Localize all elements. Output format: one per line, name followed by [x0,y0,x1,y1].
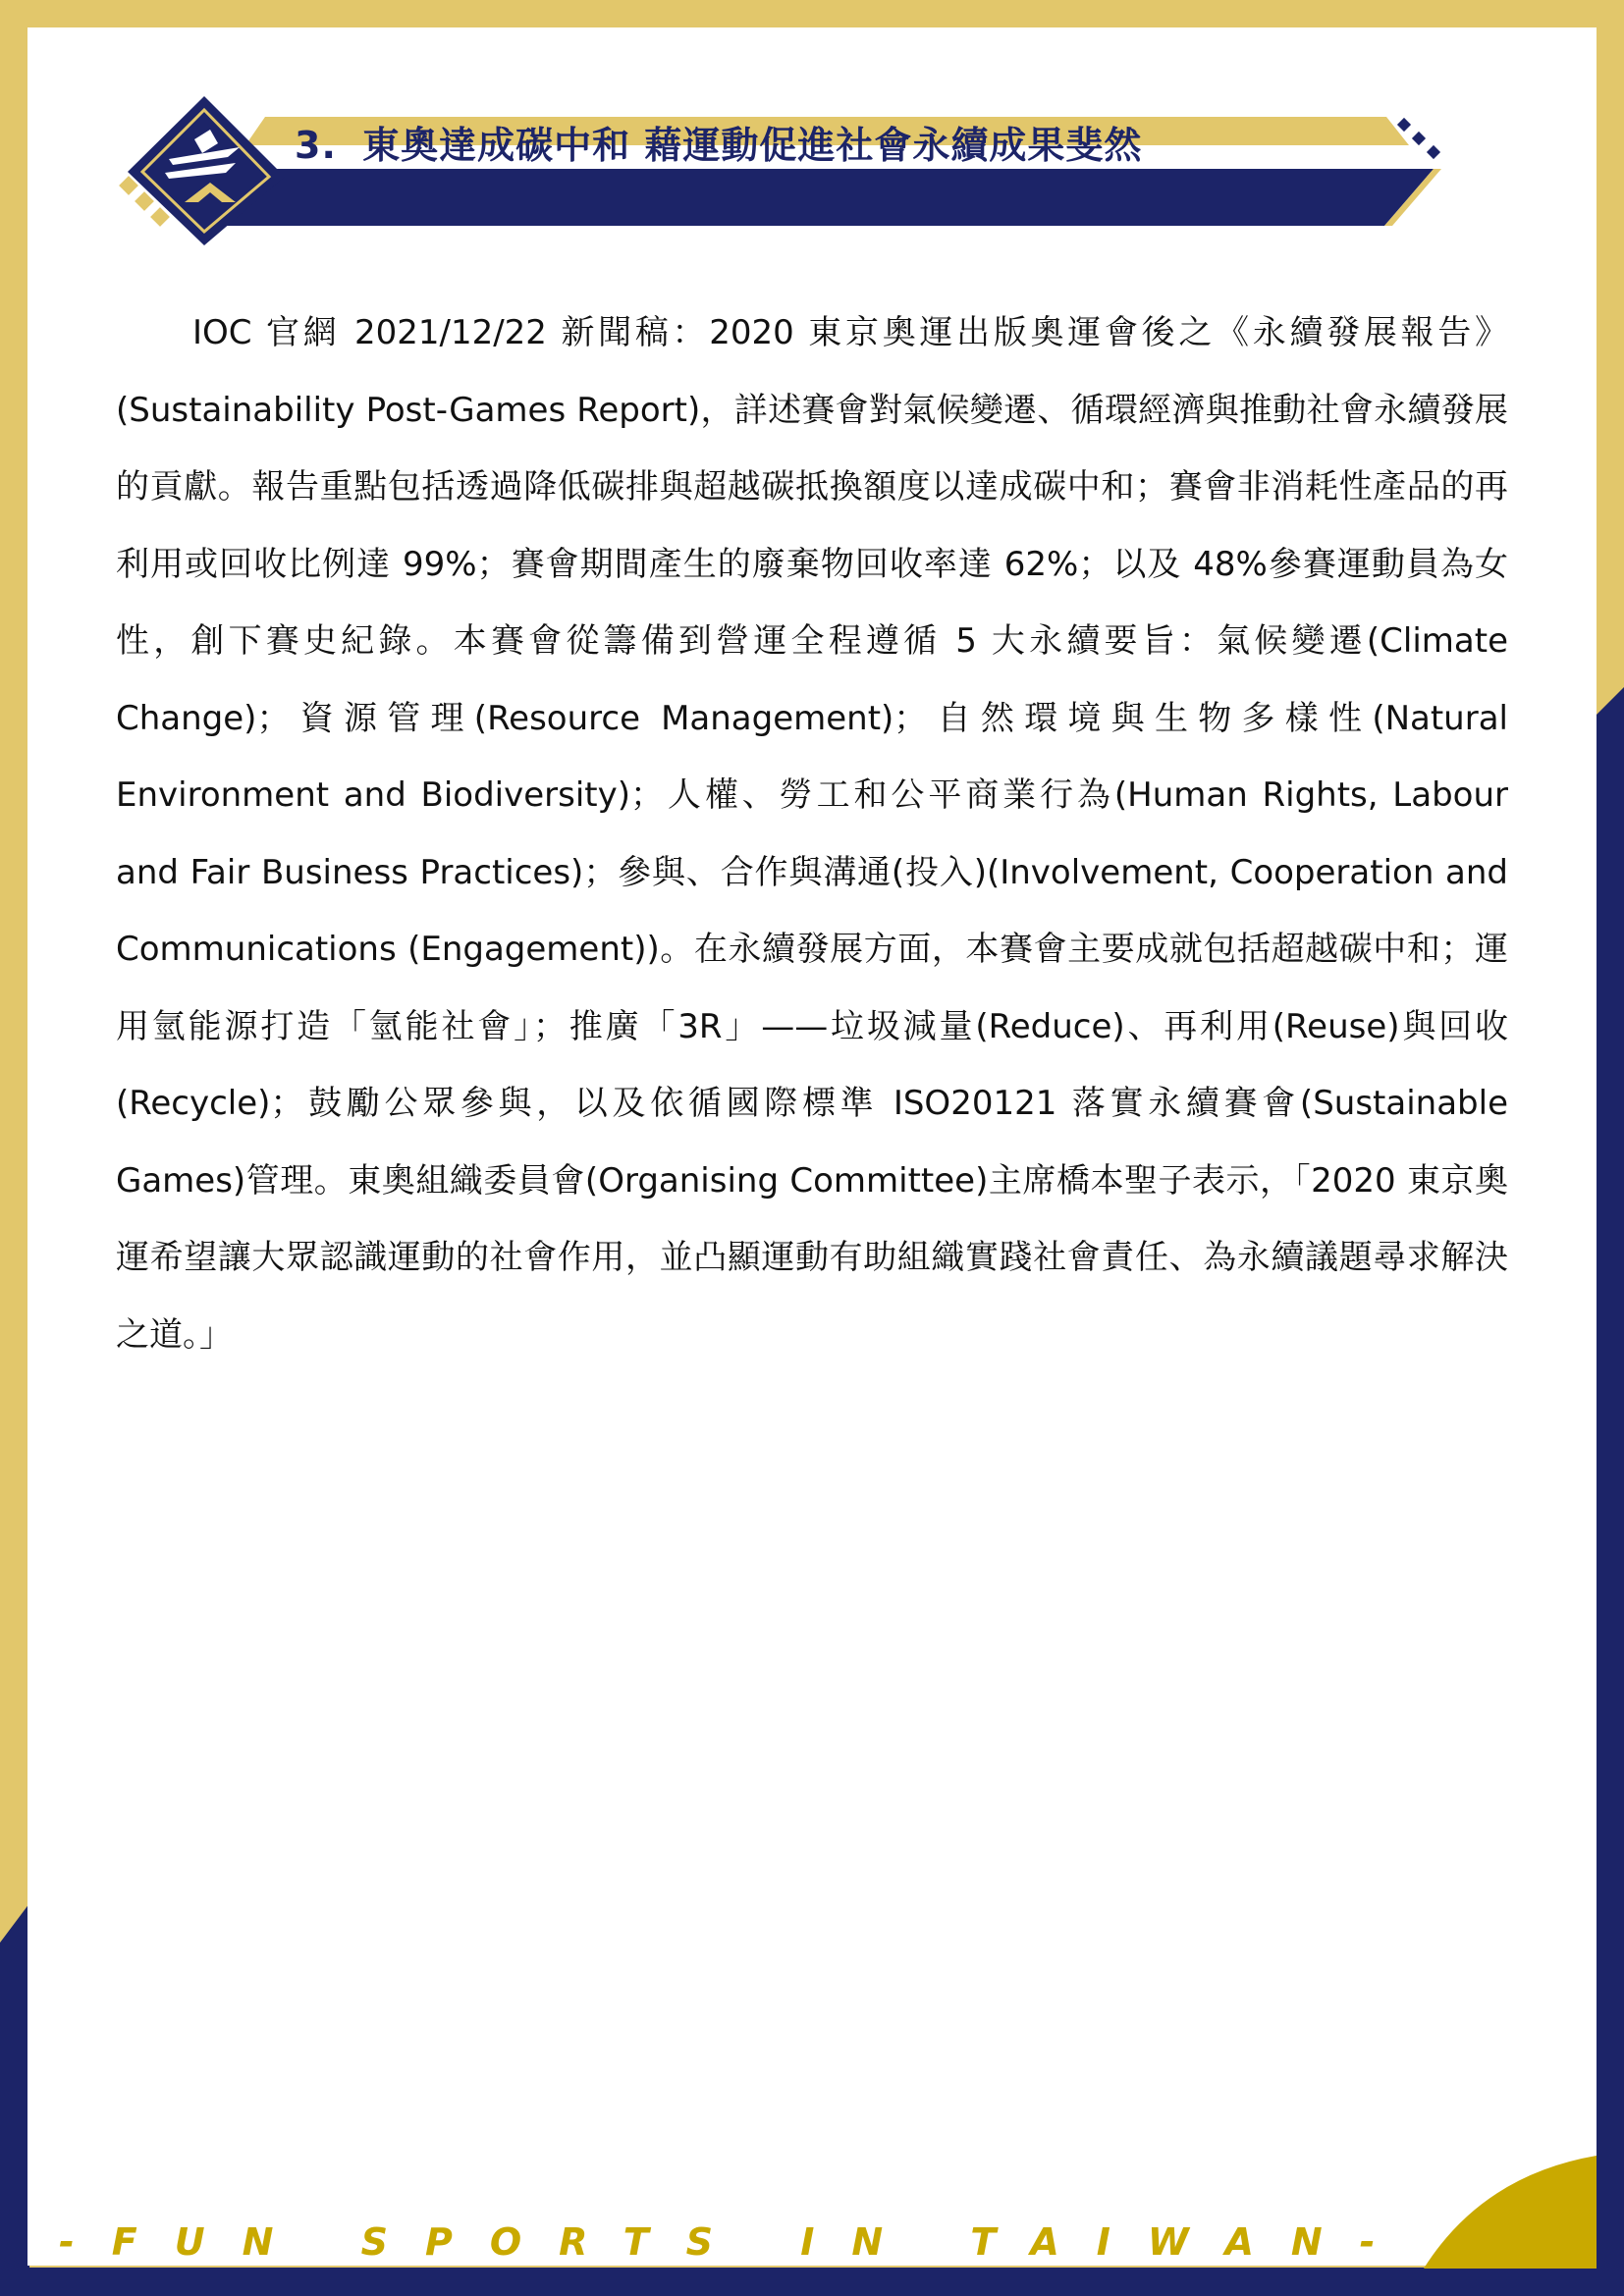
header-right-dots-icon [1397,118,1440,159]
right-navy-band-cap [1595,687,1624,717]
bottom-navy-band [0,2268,1624,2296]
body-paragraph: IOC 官網 2021/12/22 新聞稿：2020 東京奧運出版奧運會後之《永續發展報告》(Sustainability Post-Games Report)，詳述賽會對氣候變遷、循環經濟與推動社會永續發展的貢獻。報告重點包括透過降低碳排與超越碳抵換額度以達成碳中和；賽會非消耗性產品的再利用或回收比例達 99%；賽會期間產生的廢棄物回收率達 62%；以及 48%參賽運動員為女性，創下賽史紀錄。本賽會從籌備到營運全程遵循 5 大永續要旨：氣候變遷(Climate Change)；資源管理(Resource Management)；自然環境與生物多樣性(Natural Environment and Biodiversity)；人權、勞工和公平商業行為(Human Rights, Labour and Fair Business Practices)；參與、合作與溝通(投入)(Involvement, Cooperation and Communications (Engagement))。在永續發展方面，本賽會主要成就包括超越碳中和；運用氫能源打造「氫能社會」；推廣「3R」——垃圾減量(Reduce)、再利用(Reuse)與回收(Recycle)；鼓勵公眾參與，以及依循國際標準 ISO20121 落實永續賽會(Sustainable Games)管理。東奧組織委員會(Organising Committee)主席橋本聖子表示，「2020 東京奧運希望讓大眾認識運動的社會作用，並凸顯運動有助組織實踐社會責任、為永續議題尋求解決之道。」 [116,313,1508,1355]
section-title-text: 東奧達成碳中和 藉運動促進社會永續成果斐然 [362,124,1143,167]
left-navy-corner [0,1903,29,2296]
footer-slogan: -FUN SPORTS IN TAIWAN- [59,2220,1413,2264]
right-navy-band [1595,717,1624,2296]
section-title [295,116,1142,175]
section-number: 3. [295,124,337,167]
footer-gold-corner [1424,2156,1597,2269]
section-header [0,0,1624,255]
